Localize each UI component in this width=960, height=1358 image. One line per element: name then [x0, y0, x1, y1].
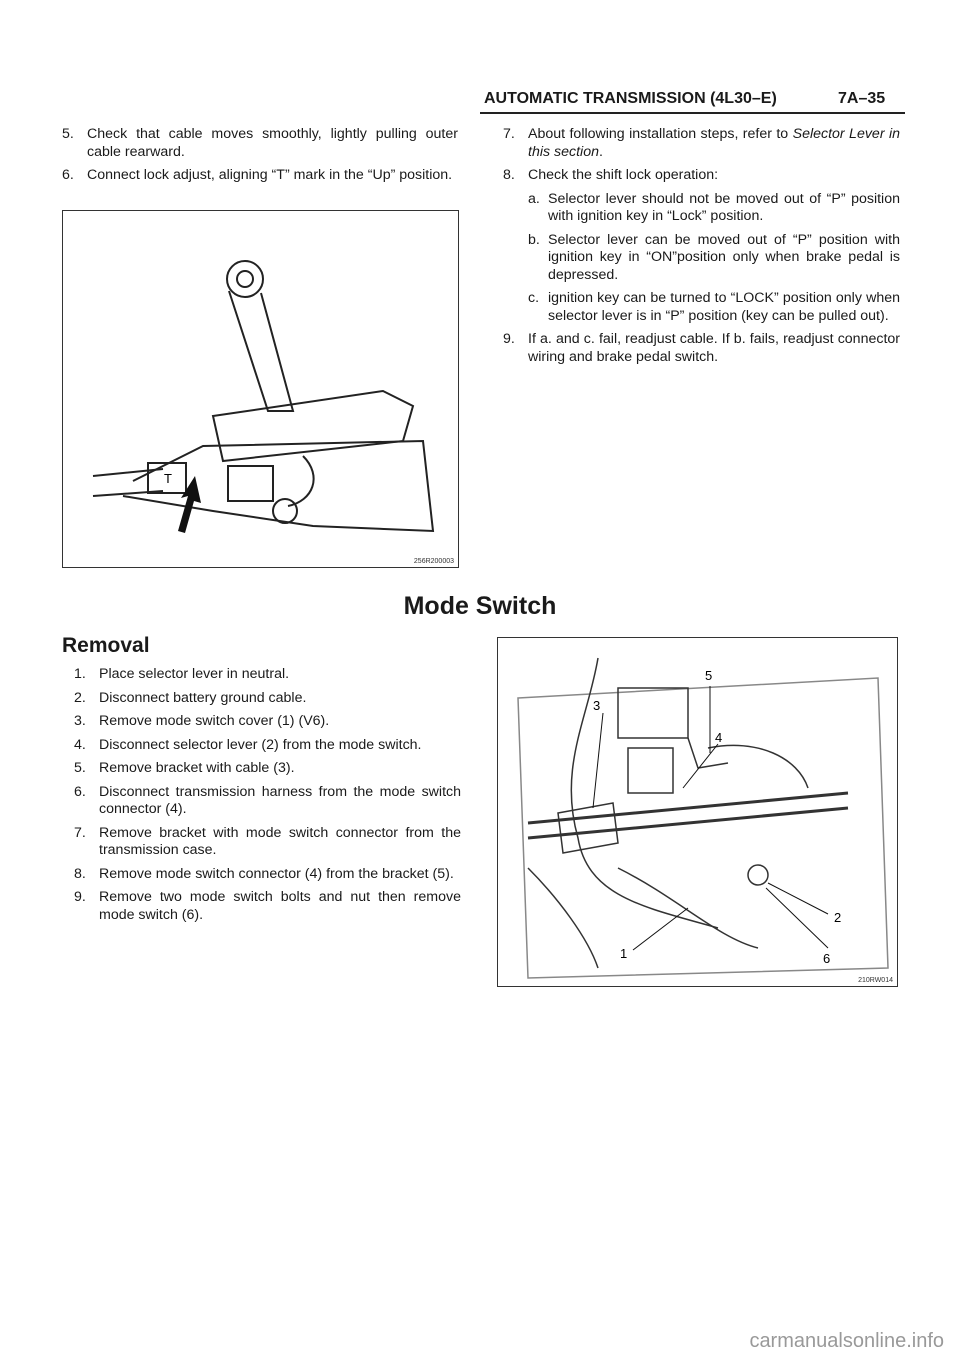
- subsection-title: Removal: [62, 634, 150, 657]
- step: [74, 713, 461, 731]
- substep-letter: a.: [528, 190, 540, 207]
- step-number: 5.: [62, 126, 74, 142]
- step-number: 7.: [503, 126, 515, 142]
- step: [74, 737, 461, 755]
- section-title: Mode Switch: [403, 592, 557, 620]
- right-steps: [503, 126, 900, 372]
- callout-4: 4: [715, 730, 723, 745]
- step-number: 8.: [74, 865, 86, 882]
- step-text: About following installation steps, refer to: [528, 126, 793, 142]
- watermark: carmanualsonline.info: [749, 1330, 944, 1352]
- step: [74, 784, 461, 819]
- step-text: Connect lock adjust, aligning “T” mark in the “Up” position.: [87, 167, 453, 183]
- step-number: 3.: [74, 713, 86, 729]
- figure-selector-lever: [62, 210, 459, 568]
- substep-text: ignition key can be turned to “LOCK” position only when selector lever is in “P” position (key can be pulled out).: [548, 290, 900, 324]
- callout-6: 6: [823, 951, 831, 966]
- step-text: Disconnect battery ground cable.: [99, 689, 307, 706]
- header-title: AUTOMATIC TRANSMISSION (4L30–E): [484, 90, 777, 107]
- step: 7. About following installation steps, refer to Selector Lever in this section.: [503, 126, 900, 160]
- step-number: 8.: [503, 167, 515, 183]
- page-number: 7A–35: [838, 90, 886, 107]
- figure-mode-switch: [497, 637, 898, 987]
- callout-5: 5: [705, 668, 713, 683]
- substep-letter: b.: [528, 231, 540, 248]
- step-text: Check that cable moves smoothly, lightly pulling outer cable rearward.: [87, 126, 458, 160]
- step: [74, 825, 461, 860]
- substep-text: Selector lever can be moved out of “P” position with ignition key in “ON”position only when brake pedal is depressed.: [548, 231, 900, 283]
- step-number: 5.: [74, 760, 86, 776]
- step-text: Remove bracket with cable (3).: [99, 760, 295, 776]
- selector-lever-illustration: [63, 211, 458, 567]
- step: [74, 690, 461, 708]
- step-text: Check the shift lock operation:: [528, 167, 719, 183]
- figure-caption: 210RW014: [858, 977, 893, 984]
- step-number: 6.: [62, 167, 74, 183]
- left-steps: [62, 126, 458, 191]
- step: [62, 126, 458, 161]
- substep: [528, 232, 900, 285]
- step: [503, 167, 900, 185]
- substep-text: Selector lever should not be moved out of “P” position with ignition key in “Lock” position.: [548, 190, 900, 224]
- substep-letter: c.: [528, 290, 540, 306]
- step-text: Disconnect transmission harness from the mode switch connector (4).: [99, 783, 461, 817]
- arrow-icon: [178, 476, 201, 533]
- callout-2: 2: [834, 910, 842, 925]
- step-text: If a. and c. fail, readjust cable. If b. fails, readjust connector wiring and brake pedal switch.: [528, 331, 900, 365]
- step-number: 7.: [74, 824, 86, 841]
- removal-steps: [74, 666, 461, 930]
- step: [62, 167, 458, 185]
- step-text: Disconnect selector lever (2) from the mode switch.: [99, 736, 422, 753]
- step: [74, 760, 461, 778]
- step-text: Remove bracket with mode switch connector from the transmission case.: [99, 824, 461, 858]
- step-number: 6.: [74, 783, 86, 800]
- step-text: Remove mode switch connector (4) from the bracket (5).: [99, 865, 454, 882]
- step-number: 1.: [74, 666, 86, 682]
- step-number: 9.: [74, 889, 86, 905]
- step: [74, 889, 461, 924]
- step-reference: Selector Lever in this section: [528, 126, 900, 160]
- step: [74, 866, 461, 884]
- t-mark-label: T: [164, 471, 172, 486]
- step-number: 2.: [74, 689, 86, 706]
- step: [503, 331, 900, 366]
- substep: [528, 191, 900, 226]
- callout-3: 3: [593, 698, 601, 713]
- step-text: Remove two mode switch bolts and nut then remove mode switch (6).: [99, 889, 461, 923]
- step-number: 4.: [74, 736, 86, 753]
- header-rule: [480, 112, 905, 114]
- step: [74, 666, 461, 684]
- step-text: Remove mode switch cover (1) (V6).: [99, 713, 330, 729]
- figure-caption: 256R200003: [413, 558, 454, 565]
- substep: [528, 290, 900, 325]
- callout-1: 1: [620, 946, 628, 961]
- step-text: Place selector lever in neutral.: [99, 666, 290, 682]
- step-number: 9.: [503, 331, 515, 347]
- mode-switch-illustration: [498, 638, 897, 986]
